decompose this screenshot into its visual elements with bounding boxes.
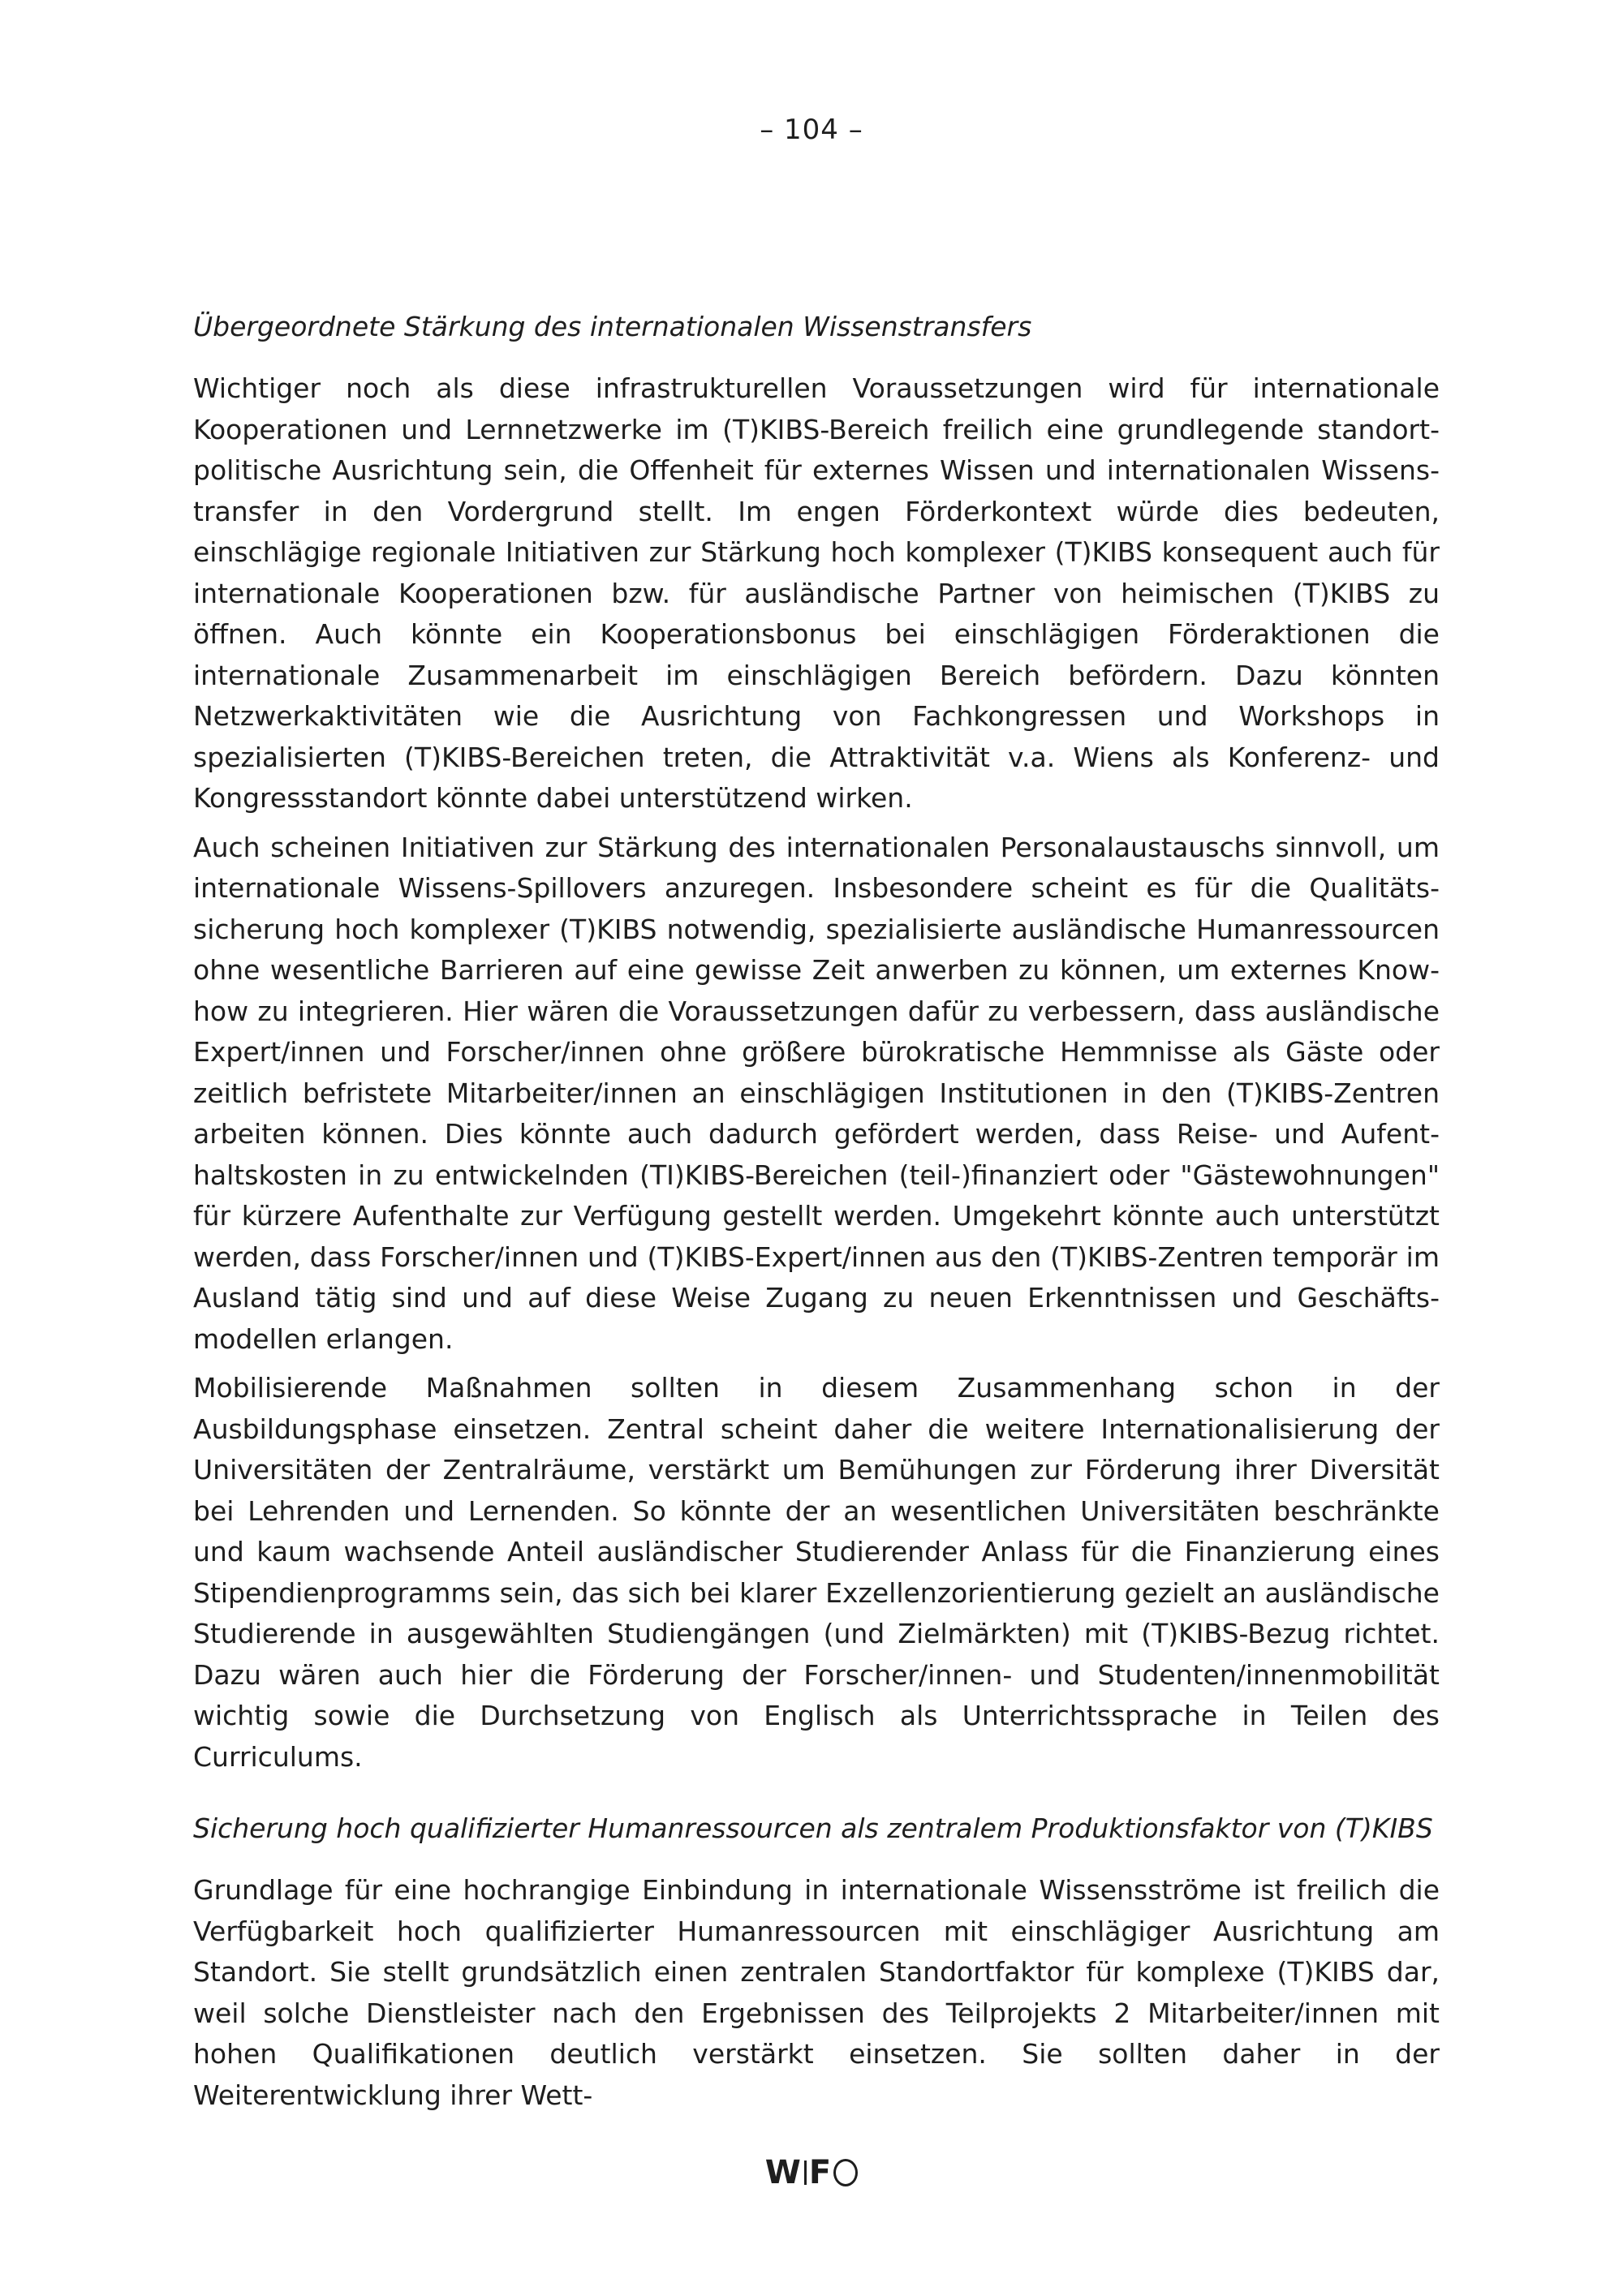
- wifo-logo-o-icon: [833, 2159, 858, 2186]
- paragraph: Mobilisierende Maßnahmen sollten in diesem Zusammenhang schon in der Ausbildungsphase einsetzen. Zentral scheint daher die weitere Internationalisierung der Universitäten der Zentralräume, verstärkt um Bemühungen zur Förderung ihrer Diversität bei Lehrenden und Lernenden. So könnte der an wesentlichen Universitäten beschränkte und kaum wachsende Anteil ausländischer Studierender Anlass für die Finanzierung eines Stipendienprogramms sein, das sich bei klarer Exzellenzorientierung gezielt an ausländische Studierende in ausgewählten Studiengängen (und Zielmärkten) mit (T)KIBS-Bezug richtet. Dazu wären auch hier die Förderung der Forscher/innen- und Studenten/innenmobilität wichtig sowie die Durchsetzung von Englisch als Unterrichtssprache in Teilen des Curriculums.: [193, 1372, 1440, 1773]
- section-heading-humanressourcen: Sicherung hoch qualifizierter Humanressourcen als zentralem Produktionsfaktor von (T)KIBS: [193, 1812, 1433, 1844]
- paragraph: Auch scheinen Initiativen zur Stärkung des internationalen Personalaustauschs sinnvoll, um internationale Wissens-Spillovers anzuregen. Insbesondere scheint es für die Qualitätssicherung hoch komplexer (T)KIBS notwendig, spezialisierte ausländische Humanressourcen ohne wesentliche Barrieren auf eine gewisse Zeit anwerben zu können, um externes Know-how zu integrieren. Hier wären die Voraussetzungen dafür zu verbessern, dass ausländische Expert/innen und Forscher/innen ohne größere bürokratische Hemmnisse als Gäste oder zeitlich befristete Mitarbeiter/innen an einschlägigen Institutionen in den (T)KIBS-Zentren arbeiten können. Dies könnte auch dadurch gefördert werden, dass Reise- und Aufenthaltskosten in zu entwickelnden (TI)KIBS-Bereichen (teil-)finanziert oder "Gästewohnungen" für kürzere Aufenthalte zur Verfügung gestellt werden. Umgekehrt könnte auch unterstützt werden, dass Forscher/innen und (T)KIBS-Expert/innen aus den (T)KIBS-Zentren temporär im Ausland tätig sind und auf diese Weise Zugang zu neuen Erkenntnissen und Geschäftsmodellen erlangen.: [193, 831, 1440, 1355]
- paragraph: Grundlage für eine hochrangige Einbindung in internationale Wissensströme ist freilich die Verfügbarkeit hoch qualifizierter Humanressourcen mit einschlägiger Ausrichtung am Standort. Sie stellt grundsätzlich einen zentralen Standortfaktor für komplexe (T)KIBS dar, weil solche Dienstleister nach den Ergebnissen des Teilprojekts 2 Mitarbeiter/innen mit hohen Qualifikationen deutlich verstärkt einsetzen. Sie sollten daher in der Weiterentwicklung ihrer Wett-: [193, 1874, 1440, 2111]
- wifo-logo: [0, 2154, 1623, 2191]
- wifo-logo-f: F: [808, 2154, 833, 2191]
- section-heading-wissenstransfer: Übergeordnete Stärkung des internationalen Wissenstransfers: [193, 311, 1032, 342]
- page-number: – 104 –: [760, 114, 863, 146]
- wifo-logo-w: W: [764, 2154, 802, 2191]
- document-body: [193, 307, 1440, 2124]
- paragraph: Wichtiger noch als diese infrastrukturellen Voraussetzungen wird für internationale Kooperationen und Lernnetzwerke im (T)KIBS-Bereich freilich eine grundlegende standortpolitische Ausrichtung sein, die Offenheit für externes Wissen und internationalen Wissenstransfer in den Vordergrund stellt. Im engen Förderkontext würde dies bedeuten, einschlägige regionale Initiativen zur Stärkung hoch komplexer (T)KIBS konsequent auch für internationale Kooperationen bzw. für ausländische Partner von heimischen (T)KIBS zu öffnen. Auch könnte ein Kooperationsbonus bei einschlägigen Förderaktionen die internationale Zusammenarbeit im einschlägigen Bereich befördern. Dazu könnten Netzwerkaktivitäten wie die Ausrichtung von Fachkongressen und Workshops in spezialisierten (T)KIBS-Bereichen treten, die Attraktivität v.a. Wiens als Konferenz- und Kongressstandort könnte dabei unterstützend wirken.: [193, 372, 1440, 814]
- wifo-logo-bar: [804, 2161, 807, 2185]
